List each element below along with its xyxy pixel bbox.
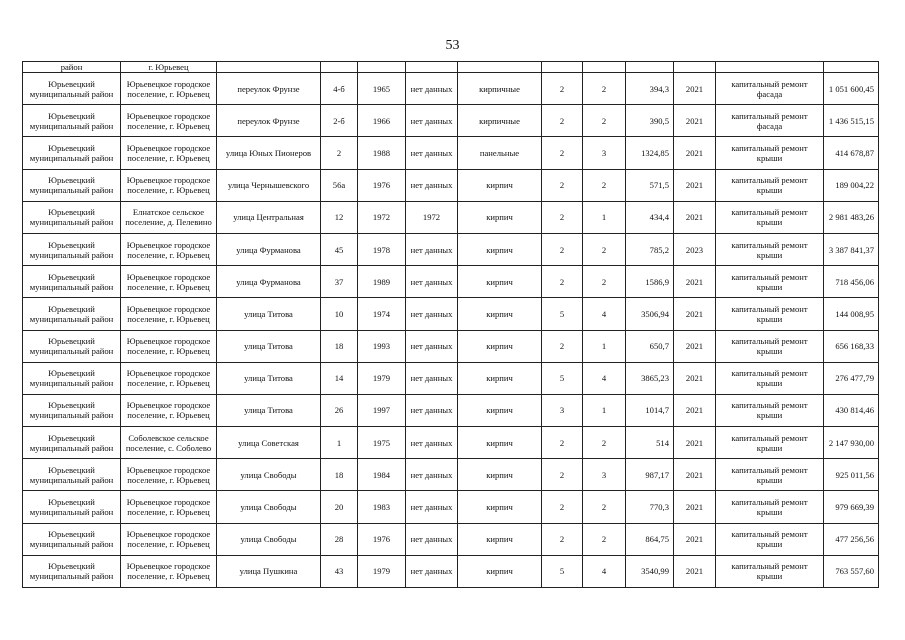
cell-cost: 1 436 515,15 [824,105,879,137]
cell-house: 12 [321,201,358,233]
cell-work: капитальный ремонт крыши [716,266,824,298]
cell-c2: 2 [583,266,626,298]
cell-year: 1965 [358,73,406,105]
cell-plan-year: 2021 [674,169,716,201]
cell-area: 434,4 [626,201,674,233]
cell-material: кирпич [458,298,542,330]
cell-area: 785,2 [626,233,674,265]
cell-work [716,62,824,73]
cell-year: 1989 [358,266,406,298]
cell-street: улица Пушкина [217,555,321,587]
cell-year: 1988 [358,137,406,169]
cell-street: улица Свободы [217,459,321,491]
cell-cost: 414 678,87 [824,137,879,169]
cell-c2: 2 [583,427,626,459]
cell-year2: нет данных [406,233,458,265]
cell-year2: 1972 [406,201,458,233]
cell-area: 394,3 [626,73,674,105]
cell-material: кирпич [458,394,542,426]
cell-material: кирпич [458,330,542,362]
cell-material: кирпичные [458,105,542,137]
table-row [23,523,879,555]
cell-work: капитальный ремонт крыши [716,459,824,491]
cell-house: 20 [321,491,358,523]
cell-year2: нет данных [406,73,458,105]
cell-district: Юрьевецкий муниципальный район [23,105,121,137]
cell-c2: 1 [583,201,626,233]
cell-work: капитальный ремонт крыши [716,201,824,233]
cell-house: 45 [321,233,358,265]
cell-street [217,62,321,73]
cell-work: капитальный ремонт крыши [716,523,824,555]
cell-c1: 2 [542,233,583,265]
cell-year2: нет данных [406,266,458,298]
cell-c1: 3 [542,394,583,426]
cell-district: Юрьевецкий муниципальный район [23,73,121,105]
cell-c1: 2 [542,169,583,201]
cell-year2: нет данных [406,137,458,169]
table-row [23,298,879,330]
cell-material: панельные [458,137,542,169]
cell-district: Юрьевецкий муниципальный район [23,169,121,201]
cell-c1: 2 [542,201,583,233]
cell-settlement: Юрьевецкое городское поселение, г. Юрьевец [121,555,217,587]
cell-street: улица Титова [217,330,321,362]
cell-settlement: Юрьевецкое городское поселение, г. Юрьевец [121,394,217,426]
cell-settlement: Юрьевецкое городское поселение, г. Юрьевец [121,491,217,523]
cell-plan-year: 2021 [674,362,716,394]
cell-c2: 3 [583,459,626,491]
cell-street: улица Титова [217,362,321,394]
cell-house: 4-б [321,73,358,105]
cell-plan-year: 2021 [674,330,716,362]
cell-settlement: Юрьевецкое городское поселение, г. Юрьевец [121,169,217,201]
cell-year: 1979 [358,555,406,587]
cell-house: 1 [321,427,358,459]
cell-c1: 2 [542,266,583,298]
cell-year [358,62,406,73]
cell-house: 26 [321,394,358,426]
cell-area: 864,75 [626,523,674,555]
cell-settlement: Юрьевецкое городское поселение, г. Юрьевец [121,523,217,555]
cell-material: кирпич [458,523,542,555]
cell-work: капитальный ремонт крыши [716,394,824,426]
cell-street: улица Титова [217,394,321,426]
cell-year: 1993 [358,330,406,362]
table-row-continued [23,62,879,73]
cell-plan-year: 2021 [674,201,716,233]
cell-plan-year: 2021 [674,491,716,523]
cell-material: кирпич [458,169,542,201]
cell-c2: 2 [583,491,626,523]
cell-year2: нет данных [406,169,458,201]
cell-work: капитальный ремонт крыши [716,298,824,330]
cell-material [458,62,542,73]
cell-year: 1979 [358,362,406,394]
cell-district: район [23,62,121,73]
cell-cost: 144 008,95 [824,298,879,330]
cell-area: 3540,99 [626,555,674,587]
housing-repair-table [22,61,879,588]
cell-district: Юрьевецкий муниципальный район [23,427,121,459]
cell-work: капитальный ремонт фасада [716,105,824,137]
cell-work: капитальный ремонт крыши [716,137,824,169]
cell-house: 2 [321,137,358,169]
cell-c1: 5 [542,555,583,587]
cell-district: Юрьевецкий муниципальный район [23,555,121,587]
cell-c1: 2 [542,105,583,137]
cell-plan-year: 2021 [674,555,716,587]
cell-work: капитальный ремонт крыши [716,330,824,362]
cell-c2: 1 [583,330,626,362]
cell-street: улица Центральная [217,201,321,233]
cell-c1: 2 [542,427,583,459]
cell-plan-year: 2021 [674,459,716,491]
table-row [23,233,879,265]
cell-year2: нет данных [406,330,458,362]
cell-material: кирпич [458,233,542,265]
cell-material: кирпич [458,555,542,587]
cell-year: 1976 [358,169,406,201]
cell-house: 2-б [321,105,358,137]
cell-plan-year: 2023 [674,233,716,265]
cell-area: 3865,23 [626,362,674,394]
cell-cost: 430 814,46 [824,394,879,426]
cell-street: улица Советская [217,427,321,459]
cell-c2: 4 [583,555,626,587]
cell-settlement: Юрьевецкое городское поселение, г. Юрьевец [121,298,217,330]
cell-area: 770,3 [626,491,674,523]
cell-district: Юрьевецкий муниципальный район [23,201,121,233]
cell-material: кирпич [458,201,542,233]
cell-year: 1975 [358,427,406,459]
cell-plan-year: 2021 [674,105,716,137]
cell-area: 390,5 [626,105,674,137]
cell-house: 18 [321,459,358,491]
cell-house: 37 [321,266,358,298]
cell-year2: нет данных [406,491,458,523]
cell-cost: 1 051 600,45 [824,73,879,105]
cell-cost: 979 669,39 [824,491,879,523]
cell-house: 43 [321,555,358,587]
cell-year2: нет данных [406,523,458,555]
cell-work: капитальный ремонт крыши [716,491,824,523]
cell-c2: 2 [583,169,626,201]
cell-house: 14 [321,362,358,394]
cell-house: 18 [321,330,358,362]
cell-cost: 656 168,33 [824,330,879,362]
table-row [23,137,879,169]
cell-plan-year: 2021 [674,523,716,555]
cell-settlement: Елнатское сельское поселение, д. Пелевино [121,201,217,233]
cell-street: переулок Фрунзе [217,105,321,137]
cell-settlement: г. Юрьевец [121,62,217,73]
table-row [23,201,879,233]
cell-c1: 2 [542,491,583,523]
cell-settlement: Юрьевецкое городское поселение, г. Юрьевец [121,105,217,137]
cell-area: 987,17 [626,459,674,491]
cell-material: кирпич [458,459,542,491]
cell-cost: 276 477,79 [824,362,879,394]
cell-street: переулок Фрунзе [217,73,321,105]
cell-street: улица Фурманова [217,233,321,265]
cell-area: 1014,7 [626,394,674,426]
cell-c2: 4 [583,298,626,330]
cell-c1: 2 [542,137,583,169]
table-row [23,362,879,394]
cell-work: капитальный ремонт крыши [716,555,824,587]
cell-material: кирпич [458,362,542,394]
cell-plan-year: 2021 [674,137,716,169]
cell-area [626,62,674,73]
cell-c1: 2 [542,330,583,362]
table-row [23,105,879,137]
table-row [23,427,879,459]
cell-district: Юрьевецкий муниципальный район [23,491,121,523]
cell-c2: 2 [583,73,626,105]
cell-material: кирпич [458,491,542,523]
cell-settlement: Юрьевецкое городское поселение, г. Юрьевец [121,137,217,169]
cell-settlement: Юрьевецкое городское поселение, г. Юрьевец [121,330,217,362]
cell-plan-year: 2021 [674,298,716,330]
table-row [23,394,879,426]
cell-street: улица Чернышевского [217,169,321,201]
cell-c1: 2 [542,73,583,105]
cell-c2 [583,62,626,73]
cell-street: улица Юных Пионеров [217,137,321,169]
cell-cost: 2 981 483,26 [824,201,879,233]
table-row [23,555,879,587]
cell-house [321,62,358,73]
cell-district: Юрьевецкий муниципальный район [23,362,121,394]
cell-street: улица Титова [217,298,321,330]
cell-year2: нет данных [406,298,458,330]
cell-area: 650,7 [626,330,674,362]
cell-year2: нет данных [406,459,458,491]
cell-plan-year: 2021 [674,73,716,105]
cell-year2: нет данных [406,394,458,426]
cell-year: 1966 [358,105,406,137]
cell-year: 1984 [358,459,406,491]
cell-year2: нет данных [406,555,458,587]
cell-c1: 2 [542,523,583,555]
cell-house: 10 [321,298,358,330]
cell-year: 1972 [358,201,406,233]
table-row [23,491,879,523]
cell-settlement: Юрьевецкое городское поселение, г. Юрьевец [121,73,217,105]
cell-c1: 5 [542,362,583,394]
cell-cost [824,62,879,73]
cell-c2: 2 [583,233,626,265]
cell-district: Юрьевецкий муниципальный район [23,459,121,491]
cell-settlement: Соболевское сельское поселение, с. Соболево [121,427,217,459]
table-row [23,266,879,298]
cell-plan-year [674,62,716,73]
cell-year2: нет данных [406,427,458,459]
cell-work: капитальный ремонт крыши [716,362,824,394]
cell-plan-year: 2021 [674,427,716,459]
cell-c2: 1 [583,394,626,426]
cell-work: капитальный ремонт фасада [716,73,824,105]
cell-year: 1997 [358,394,406,426]
cell-settlement: Юрьевецкое городское поселение, г. Юрьевец [121,266,217,298]
cell-plan-year: 2021 [674,394,716,426]
cell-c2: 2 [583,523,626,555]
cell-year: 1983 [358,491,406,523]
cell-settlement: Юрьевецкое городское поселение, г. Юрьевец [121,362,217,394]
cell-district: Юрьевецкий муниципальный район [23,233,121,265]
cell-c2: 3 [583,137,626,169]
cell-settlement: Юрьевецкое городское поселение, г. Юрьевец [121,233,217,265]
cell-year2: нет данных [406,105,458,137]
cell-work: капитальный ремонт крыши [716,169,824,201]
cell-house: 28 [321,523,358,555]
cell-material: кирпич [458,427,542,459]
cell-cost: 718 456,06 [824,266,879,298]
cell-c1: 5 [542,298,583,330]
cell-district: Юрьевецкий муниципальный район [23,266,121,298]
cell-year2: нет данных [406,362,458,394]
cell-material: кирпичные [458,73,542,105]
cell-year: 1976 [358,523,406,555]
cell-cost: 763 557,60 [824,555,879,587]
cell-year2 [406,62,458,73]
cell-district: Юрьевецкий муниципальный район [23,523,121,555]
cell-work: капитальный ремонт крыши [716,427,824,459]
table-row [23,169,879,201]
cell-cost: 189 004,22 [824,169,879,201]
cell-c1: 2 [542,459,583,491]
cell-district: Юрьевецкий муниципальный район [23,330,121,362]
page-number: 53 [445,38,460,53]
table-row [23,73,879,105]
cell-house: 56а [321,169,358,201]
cell-c2: 4 [583,362,626,394]
cell-c1 [542,62,583,73]
cell-district: Юрьевецкий муниципальный район [23,298,121,330]
cell-area: 514 [626,427,674,459]
cell-area: 571,5 [626,169,674,201]
cell-street: улица Фурманова [217,266,321,298]
cell-cost: 477 256,56 [824,523,879,555]
table-body [23,62,879,588]
cell-year: 1974 [358,298,406,330]
cell-year: 1978 [358,233,406,265]
table-row [23,459,879,491]
cell-work: капитальный ремонт крыши [716,233,824,265]
cell-district: Юрьевецкий муниципальный район [23,394,121,426]
cell-cost: 925 011,56 [824,459,879,491]
cell-area: 1586,9 [626,266,674,298]
cell-street: улица Свободы [217,491,321,523]
cell-street: улица Свободы [217,523,321,555]
cell-district: Юрьевецкий муниципальный район [23,137,121,169]
cell-material: кирпич [458,266,542,298]
cell-plan-year: 2021 [674,266,716,298]
cell-area: 3506,94 [626,298,674,330]
cell-area: 1324,85 [626,137,674,169]
cell-settlement: Юрьевецкое городское поселение, г. Юрьевец [121,459,217,491]
table-row [23,330,879,362]
cell-cost: 3 387 841,37 [824,233,879,265]
cell-c2: 2 [583,105,626,137]
cell-cost: 2 147 930,00 [824,427,879,459]
